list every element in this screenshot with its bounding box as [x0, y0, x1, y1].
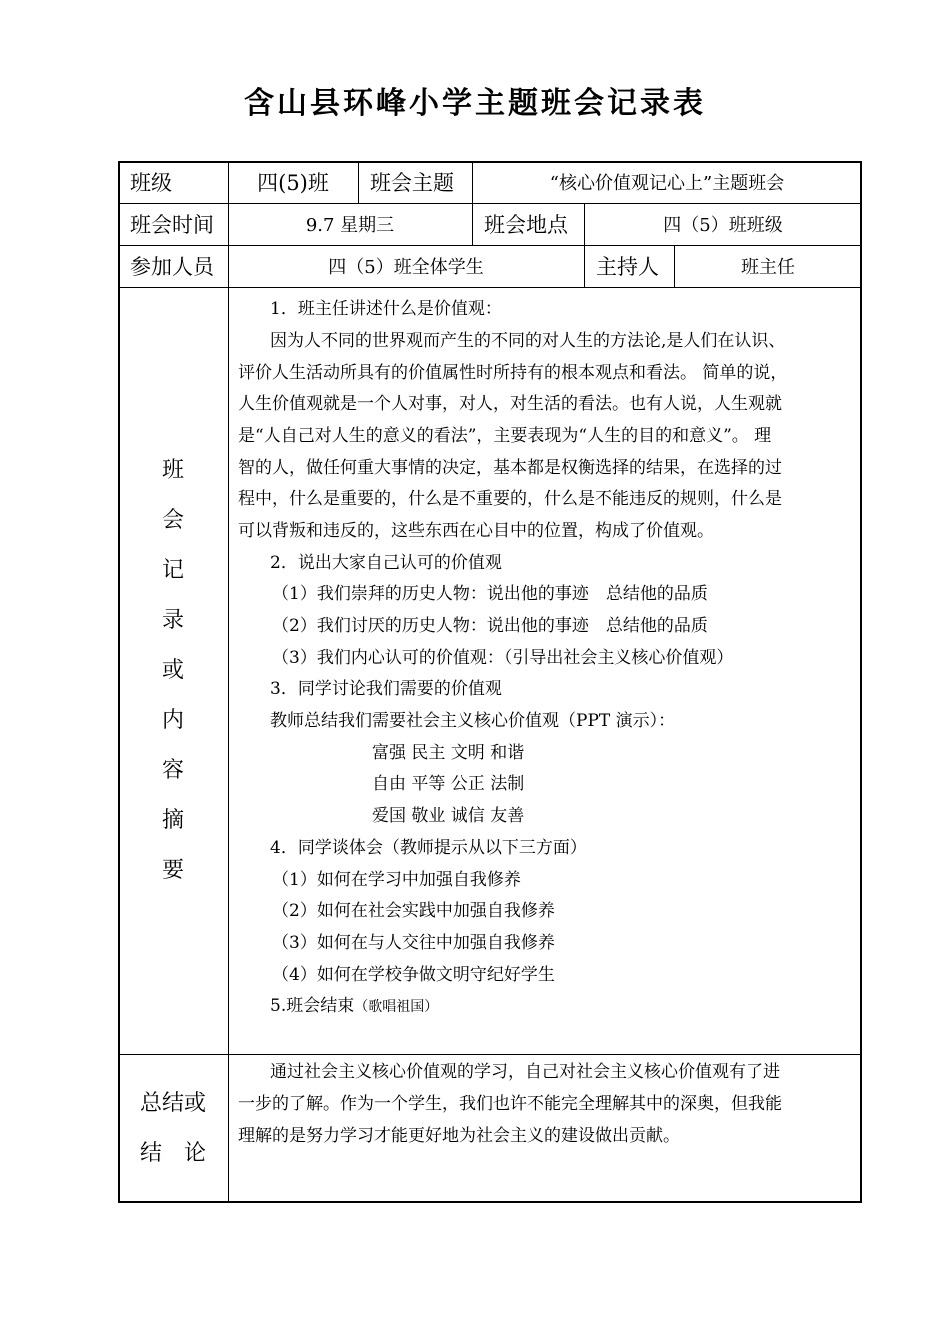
summary-line: 理解的是努力学习才能更好地为社会主义的建设做出贡献。 [238, 1126, 680, 1146]
summary-line: 通过社会主义核心价值观的学习，自己对社会主义核心价值观有了进 [270, 1062, 780, 1082]
place-value: 四（5）班班级 [663, 215, 783, 236]
record-line: （4）如何在学校争做文明守纪好学生 [272, 965, 555, 985]
record-label-char: 录 [161, 607, 184, 633]
host-value: 班主任 [741, 257, 795, 278]
record-line: （3）我们内心认可的价值观：（引导出社会主义核心价值观） [272, 648, 734, 668]
record-line: 可以背叛和违反的，这些东西在心目中的位置，构成了价值观。 [238, 521, 714, 541]
record-line-note: （歌唱祖国） [354, 999, 439, 1015]
row-divider [118, 287, 862, 288]
record-line: 因为人不同的世界观而产生的不同的对人生的方法论,是人们在认识、 [270, 331, 786, 351]
table-border-bottom [118, 1201, 862, 1203]
record-label-char: 内 [161, 707, 184, 733]
record-line: 是“人自己对人生的意义的看法”，主要表现为“人生的目的和意义”。 理 [238, 426, 772, 446]
theme-label: 班会主题 [370, 171, 454, 195]
record-label-char: 记 [161, 557, 184, 583]
table-border-right [860, 161, 862, 1203]
record-line: （1）如何在学习中加强自我修养 [272, 870, 521, 890]
record-line: （1）我们崇拜的历史人物：说出他的事迹 总结他的品质 [272, 584, 708, 604]
record-line: （2）我们讨厌的历史人物：说出他的事迹 总结他的品质 [272, 616, 708, 636]
page-title: 含山县环峰小学主题班会记录表 [244, 86, 706, 121]
record-line: 人生价值观就是一个人对事，对人，对生活的看法。也有人说，人生观就 [238, 394, 782, 414]
theme-value: “核心价值观记心上”主题班会 [549, 173, 785, 194]
record-line: 教师总结我们需要社会主义核心价值观（PPT 演示）： [270, 711, 676, 731]
row-divider [118, 1054, 862, 1055]
record-line: （3）如何在与人交往中加强自我修养 [272, 933, 555, 953]
record-label-char: 会 [161, 507, 184, 533]
time-label: 班会时间 [130, 213, 214, 237]
record-label-char: 班 [161, 457, 184, 483]
record-form [118, 161, 862, 1203]
place-label: 班会地点 [484, 213, 568, 237]
participants-label: 参加人员 [130, 255, 214, 279]
record-line: （2）如何在社会实践中加强自我修养 [272, 901, 555, 921]
record-line: 爱国 敬业 诚信 友善 [372, 806, 525, 826]
record-line: 自由 平等 公正 法制 [372, 774, 525, 794]
record-line: 3．同学讨论我们需要的价值观 [270, 679, 502, 699]
record-line: 评价人生活动所具有的价值属性时所持有的根本观点和看法。 简单的说， [238, 363, 788, 383]
time-value: 9.7 星期三 [305, 215, 395, 236]
record-label-char: 摘 [161, 807, 184, 833]
record-label-char: 或 [161, 657, 184, 683]
record-line: 1．班主任讲述什么是价值观： [270, 299, 502, 319]
class-value: 四(5)班 [257, 171, 329, 195]
summary-label-line: 结 论 [139, 1140, 206, 1166]
record-line [270, 991, 438, 1024]
record-label-char: 容 [161, 757, 184, 783]
record-line-text: 5.班会结束 [270, 996, 355, 1016]
summary-line: 一步的了解。作为一个学生，我们也许不能完全理解其中的深奥，但我能 [238, 1094, 782, 1114]
record-line: 富强 民主 文明 和谐 [372, 743, 525, 763]
record-line: 智的人，做任何重大事情的决定，基本都是权衡选择的结果，在选择的过 [238, 458, 782, 478]
summary-section-label [118, 1054, 228, 1203]
record-line: 程中，什么是重要的，什么是不重要的，什么是不能违反的规则，什么是 [238, 489, 782, 509]
summary-label-line: 总结或 [139, 1090, 206, 1116]
col-divider [228, 161, 229, 1203]
class-label: 班级 [130, 171, 172, 195]
record-line: 4．同学谈体会（教师提示从以下三方面） [270, 838, 587, 858]
record-section-label [118, 287, 228, 1054]
host-label: 主持人 [596, 255, 659, 279]
participants-value: 四（5）班全体学生 [328, 257, 484, 278]
record-label-char: 要 [161, 857, 184, 883]
record-line: 2．说出大家自己认可的价值观 [270, 553, 502, 573]
